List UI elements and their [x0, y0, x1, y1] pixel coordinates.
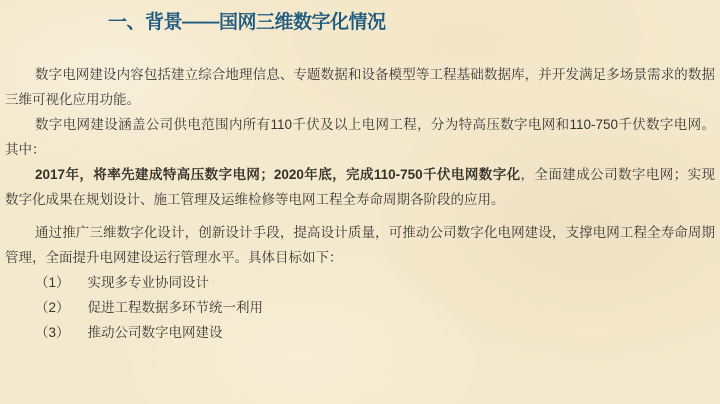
paragraph-3-line-2: 数字化成果在规划设计、施工管理及运维检修等电网工程全寿命周期各阶段的应用。 [5, 192, 505, 207]
goal-number: （1） [35, 275, 70, 290]
paragraph-4-line-1: 通过推广三维数字化设计，创新设计手段，提高设计质量，可推动公司数字化电网建设，支撑电网工程全寿命周期 [35, 225, 715, 240]
paragraph-3-line-1 [5, 162, 715, 187]
goal-number: （2） [35, 300, 70, 315]
paragraph-1-line-1: 数字电网建设内容包括建立综合地理信息、专题数据和设备模型等工程基础数据库，并开发满足多场景需求的数据 [35, 67, 715, 82]
goal-item [5, 320, 715, 345]
paragraph-2-line-1: 数字电网建设涵盖公司供电范围内所有110千伏及以上电网工程，分为特高压数字电网和110-750千伏数字电网。 [35, 117, 715, 132]
paragraph-2-line-2: 其中： [5, 142, 46, 157]
slide-title: 一、背景——国网三维数字化情况 [108, 12, 386, 33]
paragraph-4-line-2: 管理，全面提升电网建设运行管理水平。具体目标如下： [5, 250, 343, 265]
goal-item [5, 295, 715, 320]
goal-text: 促进工程数据多环节统一利用 [87, 300, 264, 315]
goal-text: 推动公司数字电网建设 [87, 325, 223, 340]
goal-number: （3） [35, 325, 70, 340]
goal-text: 实现多专业协同设计 [87, 275, 210, 290]
slide-body [5, 62, 715, 345]
paragraph-3-regular-segment: ，全面建成公司数字电网；实现 [520, 167, 715, 182]
paragraph-3-bold-segment: 2017年，将率先建成特高压数字电网；2020年底，完成110-750千伏电网数字化 [35, 167, 521, 182]
paragraph-1-line-2: 三维可视化应用功能。 [5, 92, 140, 107]
goal-item [5, 270, 715, 295]
